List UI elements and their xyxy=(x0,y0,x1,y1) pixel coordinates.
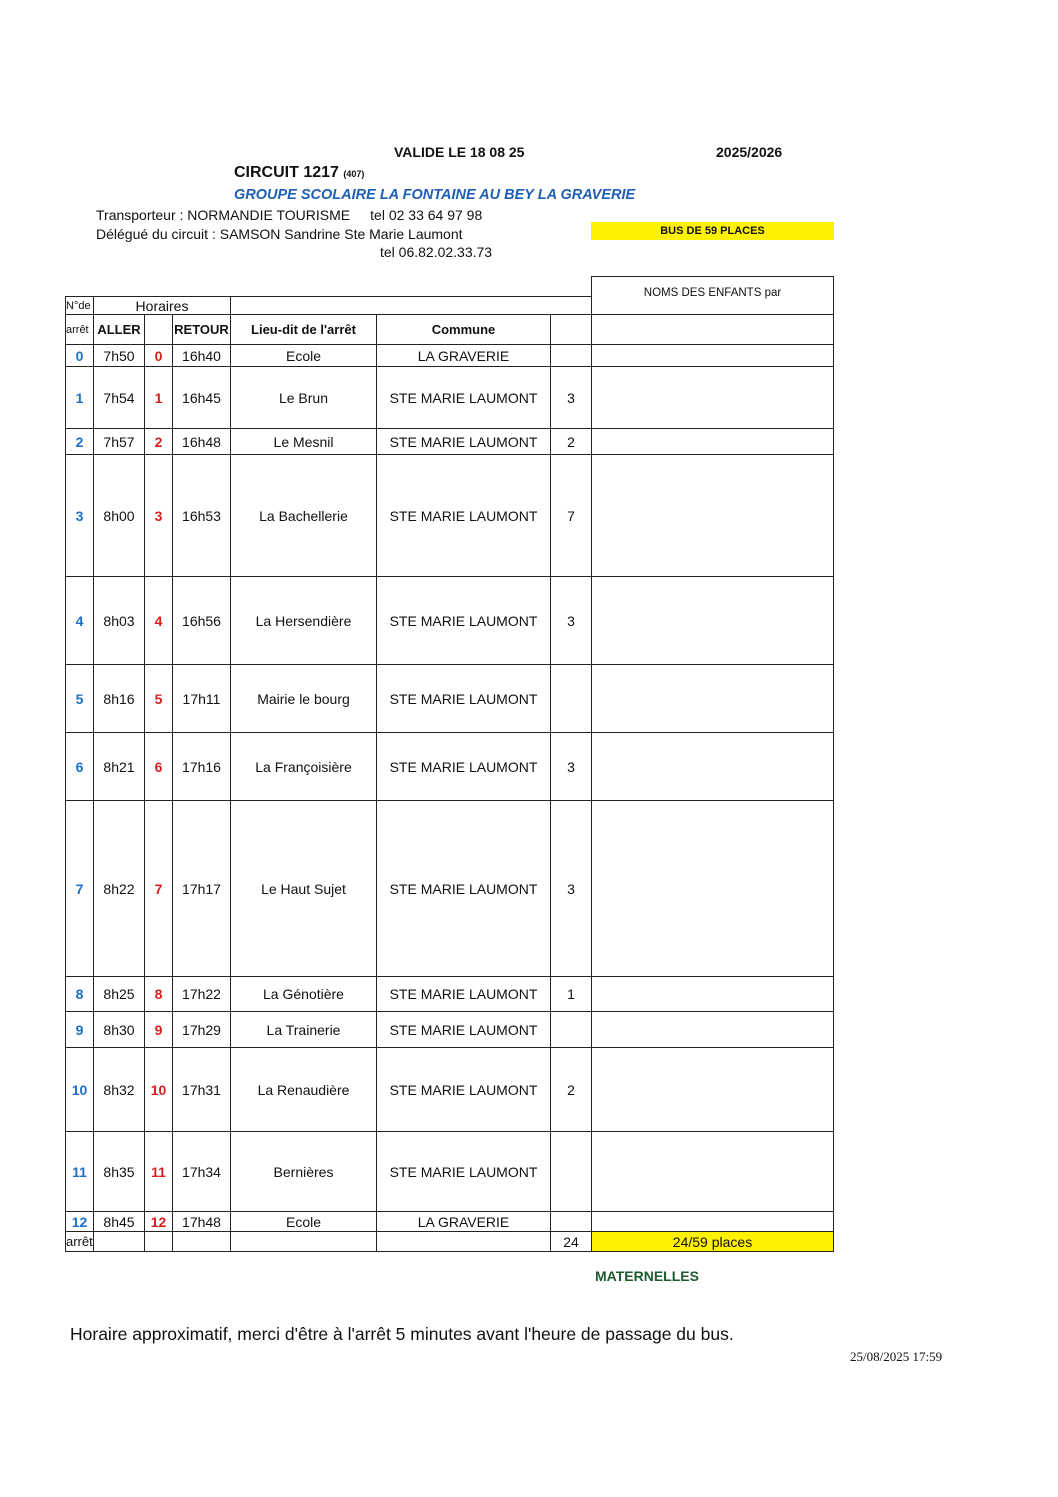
commune: STE MARIE LAUMONT xyxy=(377,1012,551,1048)
footer-arret: arrêt xyxy=(66,1232,94,1252)
circuit-code: (407) xyxy=(343,169,365,179)
table-row xyxy=(66,345,834,367)
table-row xyxy=(66,1132,834,1212)
lieu-dit: Ecole xyxy=(231,1212,377,1232)
children-names xyxy=(592,429,834,455)
lieu-dit: La Hersendière xyxy=(231,577,377,665)
retour-number: 9 xyxy=(145,1012,173,1048)
aller-time: 8h21 xyxy=(94,733,145,801)
aller-header: ALLER xyxy=(94,315,145,345)
stop-number: 2 xyxy=(66,429,94,455)
aller-time: 7h57 xyxy=(94,429,145,455)
children-count: 3 xyxy=(551,577,592,665)
table-row xyxy=(66,977,834,1012)
stop-number: 3 xyxy=(66,455,94,577)
table-row xyxy=(66,1212,834,1232)
children-count xyxy=(551,345,592,367)
lieu-dit: La Françoisière xyxy=(231,733,377,801)
children-names xyxy=(592,1048,834,1132)
table-row xyxy=(66,801,834,977)
retour-number: 5 xyxy=(145,665,173,733)
lieu-dit: La Renaudière xyxy=(231,1048,377,1132)
aller-time: 8h16 xyxy=(94,665,145,733)
footer-blank xyxy=(231,1232,377,1252)
horaires-header: Horaires xyxy=(94,297,231,315)
retour-number: 7 xyxy=(145,801,173,977)
header-row-2 xyxy=(66,315,834,345)
delegate-tel: tel 06.82.02.33.73 xyxy=(380,244,493,260)
children-count xyxy=(551,1212,592,1232)
table-row xyxy=(66,367,834,429)
children-names xyxy=(592,977,834,1012)
commune: STE MARIE LAUMONT xyxy=(377,977,551,1012)
stop-number: 6 xyxy=(66,733,94,801)
children-names xyxy=(592,1212,834,1232)
commune: STE MARIE LAUMONT xyxy=(377,801,551,977)
stop-number: 12 xyxy=(66,1212,94,1232)
children-names xyxy=(592,577,834,665)
lieu-dit: Le Mesnil xyxy=(231,429,377,455)
retour-time: 17h17 xyxy=(173,801,231,977)
retour-number: 11 xyxy=(145,1132,173,1212)
transporter-line xyxy=(96,207,482,223)
children-count xyxy=(551,665,592,733)
children-count xyxy=(551,1132,592,1212)
stop-number-header: N°de xyxy=(66,297,94,315)
retour-number: 8 xyxy=(145,977,173,1012)
stop-number: 0 xyxy=(66,345,94,367)
transporter-name: Transporteur : NORMANDIE TOURISME xyxy=(96,207,351,223)
total-count: 24 xyxy=(551,1232,592,1252)
retour-time: 16h56 xyxy=(173,577,231,665)
retour-time: 17h29 xyxy=(173,1012,231,1048)
retour-number: 12 xyxy=(145,1212,173,1232)
retour-time: 17h34 xyxy=(173,1132,231,1212)
aller-time: 8h32 xyxy=(94,1048,145,1132)
school-year: 2025/2026 xyxy=(716,144,783,160)
aller-time: 8h00 xyxy=(94,455,145,577)
children-count: 3 xyxy=(551,801,592,977)
aller-time: 8h35 xyxy=(94,1132,145,1212)
aller-time: 7h50 xyxy=(94,345,145,367)
stop-number: 11 xyxy=(66,1132,94,1212)
names-header-blank xyxy=(592,315,834,345)
retour-time: 16h48 xyxy=(173,429,231,455)
lieu-dit: Le Brun xyxy=(231,367,377,429)
retour-number: 6 xyxy=(145,733,173,801)
table-row xyxy=(66,733,834,801)
footer-blank xyxy=(94,1232,145,1252)
total-row xyxy=(66,1232,834,1252)
valid-date: VALIDE LE 18 08 25 xyxy=(394,144,525,160)
retour-time: 16h45 xyxy=(173,367,231,429)
children-count: 2 xyxy=(551,1048,592,1132)
footer-blank xyxy=(377,1232,551,1252)
retour-number: 0 xyxy=(145,345,173,367)
school-group: GROUPE SCOLAIRE LA FONTAINE AU BEY LA GRAVERIE xyxy=(234,187,636,203)
commune: LA GRAVERIE xyxy=(377,345,551,367)
stop-number: 9 xyxy=(66,1012,94,1048)
table-row xyxy=(66,577,834,665)
bus-capacity-badge: BUS DE 59 PLACES xyxy=(591,222,834,240)
retour-time: 17h16 xyxy=(173,733,231,801)
lieu-dit: Ecole xyxy=(231,345,377,367)
children-names xyxy=(592,367,834,429)
commune: STE MARIE LAUMONT xyxy=(377,429,551,455)
retour-number: 10 xyxy=(145,1048,173,1132)
stop-number: 1 xyxy=(66,367,94,429)
footer-blank xyxy=(173,1232,231,1252)
retour-time: 17h31 xyxy=(173,1048,231,1132)
header-spacer-row xyxy=(66,277,834,297)
commune: STE MARIE LAUMONT xyxy=(377,665,551,733)
lieu-dit: La Bachellerie xyxy=(231,455,377,577)
children-names xyxy=(592,1132,834,1212)
retour-num-header xyxy=(145,315,173,345)
commune: STE MARIE LAUMONT xyxy=(377,455,551,577)
retour-number: 4 xyxy=(145,577,173,665)
retour-time: 16h40 xyxy=(173,345,231,367)
children-names xyxy=(592,345,834,367)
retour-time: 17h22 xyxy=(173,977,231,1012)
children-names xyxy=(592,665,834,733)
children-names xyxy=(592,733,834,801)
lieu-dit: La Trainerie xyxy=(231,1012,377,1048)
footer-blank xyxy=(145,1232,173,1252)
aller-time: 8h45 xyxy=(94,1212,145,1232)
commune: LA GRAVERIE xyxy=(377,1212,551,1232)
children-count: 3 xyxy=(551,733,592,801)
aller-time: 8h22 xyxy=(94,801,145,977)
aller-time: 8h25 xyxy=(94,977,145,1012)
lieu-header: Lieu-dit de l'arrêt xyxy=(231,315,377,345)
stop-number: 5 xyxy=(66,665,94,733)
count-header xyxy=(551,315,592,345)
aller-time: 8h30 xyxy=(94,1012,145,1048)
table-row xyxy=(66,429,834,455)
children-names xyxy=(592,801,834,977)
children-names xyxy=(592,455,834,577)
children-count: 3 xyxy=(551,367,592,429)
schedule-note: Horaire approximatif, merci d'être à l'arrêt 5 minutes avant l'heure de passage du bus. xyxy=(70,1324,734,1344)
aller-time: 7h54 xyxy=(94,367,145,429)
lieu-dit: Le Haut Sujet xyxy=(231,801,377,977)
children-count: 2 xyxy=(551,429,592,455)
retour-number: 2 xyxy=(145,429,173,455)
circuit-title xyxy=(234,164,364,182)
table-row xyxy=(66,455,834,577)
retour-header: RETOUR xyxy=(173,315,231,345)
lieu-dit: La Génotière xyxy=(231,977,377,1012)
stop-number: 8 xyxy=(66,977,94,1012)
children-names-header: NOMS DES ENFANTS par xyxy=(592,277,834,315)
retour-time: 17h11 xyxy=(173,665,231,733)
retour-number: 1 xyxy=(145,367,173,429)
retour-time: 16h53 xyxy=(173,455,231,577)
table-row xyxy=(66,1012,834,1048)
transporter-tel: tel 02 33 64 97 98 xyxy=(370,207,483,223)
stop-number: 7 xyxy=(66,801,94,977)
children-names xyxy=(592,1012,834,1048)
aller-time: 8h03 xyxy=(94,577,145,665)
lieu-dit: Mairie le bourg xyxy=(231,665,377,733)
header-blank xyxy=(231,297,592,315)
schedule-table xyxy=(65,276,834,1252)
places-summary: 24/59 places xyxy=(592,1232,834,1252)
delegate-line: Délégué du circuit : SAMSON Sandrine Ste Marie Laumont xyxy=(96,226,463,242)
lieu-dit: Bernières xyxy=(231,1132,377,1212)
print-timestamp: 25/08/2025 17:59 xyxy=(850,1349,943,1364)
children-count: 1 xyxy=(551,977,592,1012)
circuit-number: CIRCUIT 1217 xyxy=(234,164,339,181)
retour-time: 17h48 xyxy=(173,1212,231,1232)
commune: STE MARIE LAUMONT xyxy=(377,577,551,665)
children-count: 7 xyxy=(551,455,592,577)
arret-header: arrêt xyxy=(66,315,94,345)
table-row xyxy=(66,665,834,733)
retour-number: 3 xyxy=(145,455,173,577)
table-row xyxy=(66,1048,834,1132)
commune: STE MARIE LAUMONT xyxy=(377,367,551,429)
commune: STE MARIE LAUMONT xyxy=(377,1048,551,1132)
commune-header: Commune xyxy=(377,315,551,345)
stop-number: 4 xyxy=(66,577,94,665)
maternelles-label: MATERNELLES xyxy=(595,1268,699,1284)
children-count xyxy=(551,1012,592,1048)
stop-number: 10 xyxy=(66,1048,94,1132)
commune: STE MARIE LAUMONT xyxy=(377,1132,551,1212)
commune: STE MARIE LAUMONT xyxy=(377,733,551,801)
